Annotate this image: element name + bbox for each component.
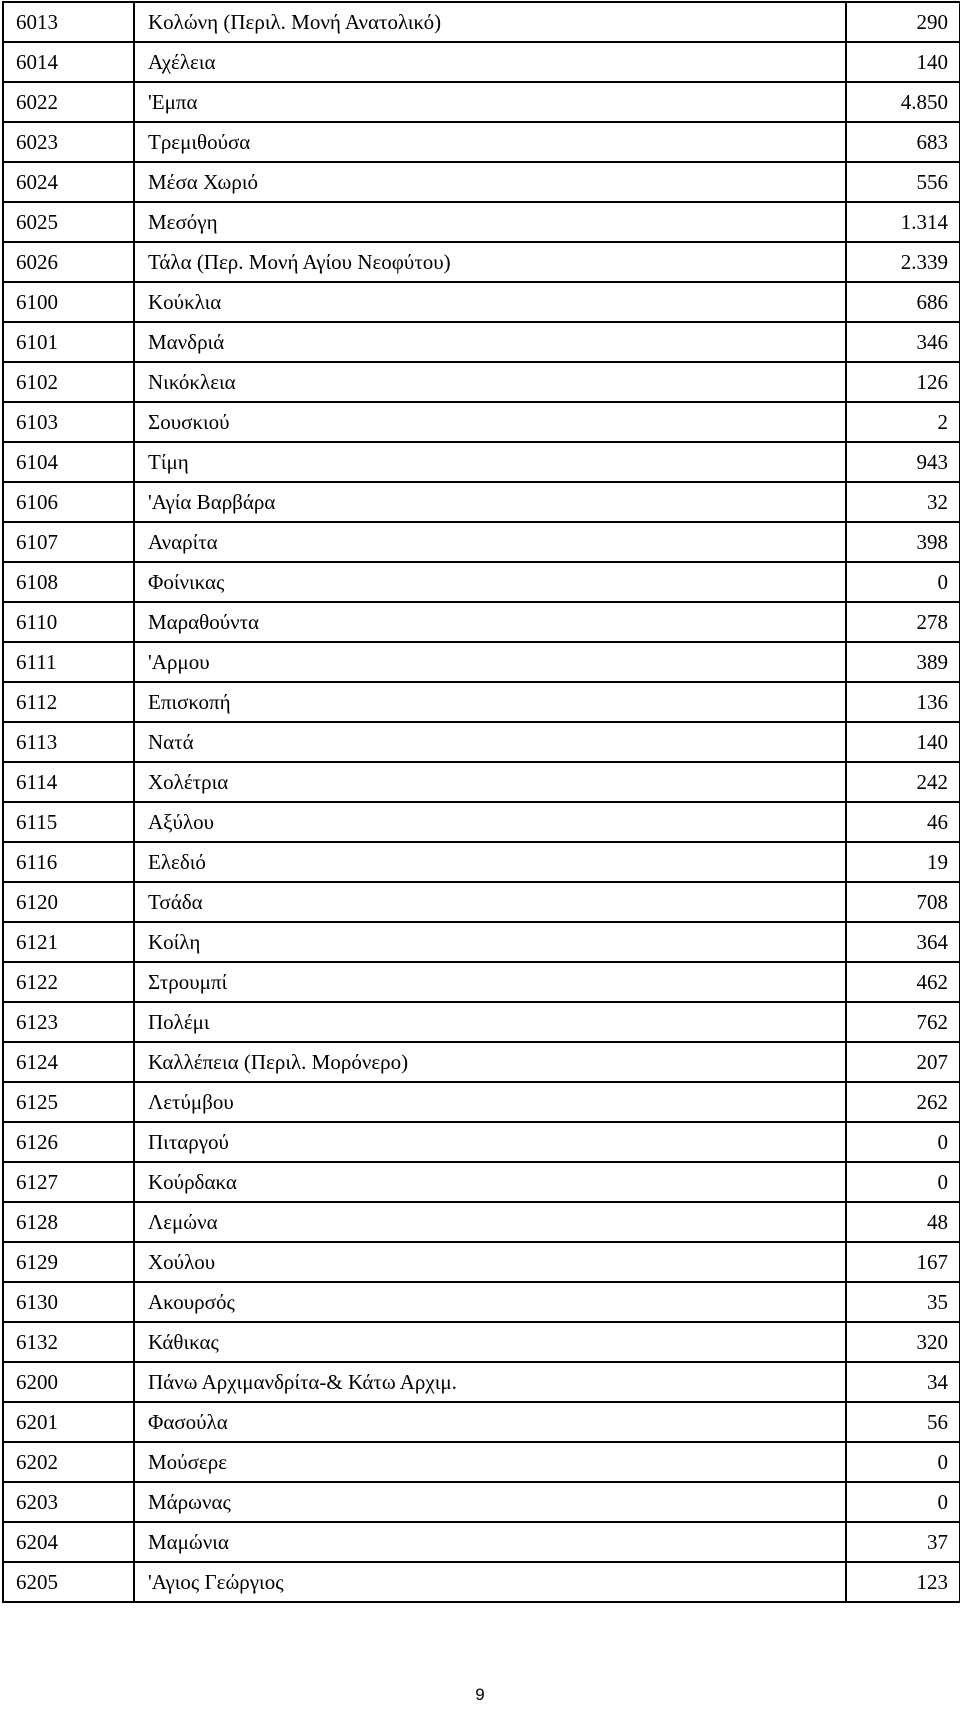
code-cell: 6113	[3, 722, 134, 762]
code-cell: 6111	[3, 642, 134, 682]
table-row	[3, 1042, 960, 1082]
code-cell: 6100	[3, 282, 134, 322]
code-cell: 6013	[3, 2, 134, 42]
code-cell: 6120	[3, 882, 134, 922]
table-row	[3, 202, 960, 242]
value-cell: 0	[846, 562, 960, 602]
code-cell: 6128	[3, 1202, 134, 1242]
name-cell: Μαμώνια	[134, 1522, 846, 1562]
code-cell: 6201	[3, 1402, 134, 1442]
code-cell: 6101	[3, 322, 134, 362]
code-cell: 6203	[3, 1482, 134, 1522]
code-cell: 6204	[3, 1522, 134, 1562]
code-cell: 6205	[3, 1562, 134, 1602]
value-cell: 398	[846, 522, 960, 562]
value-cell: 0	[846, 1162, 960, 1202]
value-cell: 34	[846, 1362, 960, 1402]
table-row	[3, 1082, 960, 1122]
value-cell: 0	[846, 1482, 960, 1522]
value-cell: 48	[846, 1202, 960, 1242]
value-cell: 943	[846, 442, 960, 482]
name-cell: Φασούλα	[134, 1402, 846, 1442]
table-body	[3, 2, 960, 1602]
name-cell: Χολέτρια	[134, 762, 846, 802]
code-cell: 6130	[3, 1282, 134, 1322]
code-cell: 6127	[3, 1162, 134, 1202]
name-cell: Στρουμπί	[134, 962, 846, 1002]
code-cell: 6026	[3, 242, 134, 282]
name-cell: Μέσα Χωριό	[134, 162, 846, 202]
value-cell: 207	[846, 1042, 960, 1082]
name-cell: 'Αγιος Γεώργιος	[134, 1562, 846, 1602]
table-row	[3, 242, 960, 282]
table-row	[3, 682, 960, 722]
table-row	[3, 642, 960, 682]
code-cell: 6122	[3, 962, 134, 1002]
name-cell: 'Αρμου	[134, 642, 846, 682]
name-cell: 'Αγία Βαρβάρα	[134, 482, 846, 522]
value-cell: 1.314	[846, 202, 960, 242]
name-cell: Νατά	[134, 722, 846, 762]
name-cell: Κούκλια	[134, 282, 846, 322]
table-row	[3, 1442, 960, 1482]
code-cell: 6106	[3, 482, 134, 522]
table-row	[3, 322, 960, 362]
code-cell: 6103	[3, 402, 134, 442]
code-cell: 6014	[3, 42, 134, 82]
name-cell: Τάλα (Περ. Μονή Αγίου Νεοφύτου)	[134, 242, 846, 282]
value-cell: 126	[846, 362, 960, 402]
table-row	[3, 1362, 960, 1402]
name-cell: Μάρωνας	[134, 1482, 846, 1522]
code-cell: 6110	[3, 602, 134, 642]
value-cell: 0	[846, 1122, 960, 1162]
table-row	[3, 1402, 960, 1442]
value-cell: 2	[846, 402, 960, 442]
value-cell: 4.850	[846, 82, 960, 122]
table-row	[3, 82, 960, 122]
name-cell: Πολέμι	[134, 1002, 846, 1042]
code-cell: 6024	[3, 162, 134, 202]
name-cell: 'Εμπα	[134, 82, 846, 122]
value-cell: 167	[846, 1242, 960, 1282]
value-cell: 140	[846, 42, 960, 82]
code-cell: 6114	[3, 762, 134, 802]
value-cell: 56	[846, 1402, 960, 1442]
value-cell: 19	[846, 842, 960, 882]
name-cell: Μανδριά	[134, 322, 846, 362]
name-cell: Μεσόγη	[134, 202, 846, 242]
code-cell: 6129	[3, 1242, 134, 1282]
code-cell: 6124	[3, 1042, 134, 1082]
code-cell: 6132	[3, 1322, 134, 1362]
code-cell: 6104	[3, 442, 134, 482]
name-cell: Κάθικας	[134, 1322, 846, 1362]
value-cell: 123	[846, 1562, 960, 1602]
value-cell: 0	[846, 1442, 960, 1482]
value-cell: 686	[846, 282, 960, 322]
code-cell: 6025	[3, 202, 134, 242]
page-number: 9	[475, 1685, 485, 1704]
table-row	[3, 1322, 960, 1362]
name-cell: Επισκοπή	[134, 682, 846, 722]
name-cell: Κολώνη (Περιλ. Μονή Ανατολικό)	[134, 2, 846, 42]
name-cell: Καλλέπεια (Περιλ. Μορόνερο)	[134, 1042, 846, 1082]
table-row	[3, 1202, 960, 1242]
name-cell: Νικόκλεια	[134, 362, 846, 402]
name-cell: Ακουρσός	[134, 1282, 846, 1322]
table-row	[3, 762, 960, 802]
table-row	[3, 122, 960, 162]
name-cell: Ελεδιό	[134, 842, 846, 882]
value-cell: 242	[846, 762, 960, 802]
value-cell: 46	[846, 802, 960, 842]
value-cell: 346	[846, 322, 960, 362]
code-cell: 6107	[3, 522, 134, 562]
table-row	[3, 1122, 960, 1162]
code-cell: 6102	[3, 362, 134, 402]
code-cell: 6123	[3, 1002, 134, 1042]
name-cell: Πάνω Αρχιμανδρίτα-& Κάτω Αρχιμ.	[134, 1362, 846, 1402]
table-row	[3, 282, 960, 322]
name-cell: Κοίλη	[134, 922, 846, 962]
value-cell: 462	[846, 962, 960, 1002]
value-cell: 140	[846, 722, 960, 762]
table-row	[3, 922, 960, 962]
code-cell: 6121	[3, 922, 134, 962]
table-row	[3, 722, 960, 762]
code-cell: 6125	[3, 1082, 134, 1122]
name-cell: Φοίνικας	[134, 562, 846, 602]
name-cell: Τσάδα	[134, 882, 846, 922]
code-cell: 6023	[3, 122, 134, 162]
data-table	[2, 1, 960, 1603]
code-cell: 6108	[3, 562, 134, 602]
value-cell: 389	[846, 642, 960, 682]
code-cell: 6115	[3, 802, 134, 842]
table-row	[3, 1282, 960, 1322]
value-cell: 136	[846, 682, 960, 722]
code-cell: 6116	[3, 842, 134, 882]
value-cell: 37	[846, 1522, 960, 1562]
value-cell: 320	[846, 1322, 960, 1362]
value-cell: 762	[846, 1002, 960, 1042]
table-row	[3, 522, 960, 562]
table-row	[3, 842, 960, 882]
value-cell: 32	[846, 482, 960, 522]
name-cell: Τρεμιθούσα	[134, 122, 846, 162]
table-row	[3, 962, 960, 1002]
name-cell: Χούλου	[134, 1242, 846, 1282]
table-row	[3, 1562, 960, 1602]
table-row	[3, 442, 960, 482]
table-row	[3, 602, 960, 642]
name-cell: Μούσερε	[134, 1442, 846, 1482]
code-cell: 6202	[3, 1442, 134, 1482]
name-cell: Αξύλου	[134, 802, 846, 842]
code-cell: 6200	[3, 1362, 134, 1402]
name-cell: Πιταργού	[134, 1122, 846, 1162]
table-row	[3, 42, 960, 82]
table-row	[3, 1522, 960, 1562]
table-row	[3, 1482, 960, 1522]
code-cell: 6112	[3, 682, 134, 722]
code-cell: 6126	[3, 1122, 134, 1162]
table-row	[3, 802, 960, 842]
code-cell: 6022	[3, 82, 134, 122]
value-cell: 290	[846, 2, 960, 42]
table-row	[3, 2, 960, 42]
table-row	[3, 562, 960, 602]
name-cell: Λεμώνα	[134, 1202, 846, 1242]
value-cell: 708	[846, 882, 960, 922]
value-cell: 364	[846, 922, 960, 962]
value-cell: 35	[846, 1282, 960, 1322]
name-cell: Αχέλεια	[134, 42, 846, 82]
value-cell: 262	[846, 1082, 960, 1122]
value-cell: 2.339	[846, 242, 960, 282]
table-row	[3, 1242, 960, 1282]
table-row	[3, 882, 960, 922]
name-cell: Μαραθούντα	[134, 602, 846, 642]
value-cell: 556	[846, 162, 960, 202]
name-cell: Λετύμβου	[134, 1082, 846, 1122]
name-cell: Κούρδακα	[134, 1162, 846, 1202]
table-row	[3, 1002, 960, 1042]
name-cell: Αναρίτα	[134, 522, 846, 562]
name-cell: Τίμη	[134, 442, 846, 482]
value-cell: 683	[846, 122, 960, 162]
table-row	[3, 362, 960, 402]
table-row	[3, 402, 960, 442]
table-row	[3, 1162, 960, 1202]
name-cell: Σουσκιού	[134, 402, 846, 442]
table-row	[3, 482, 960, 522]
table-row	[3, 162, 960, 202]
value-cell: 278	[846, 602, 960, 642]
